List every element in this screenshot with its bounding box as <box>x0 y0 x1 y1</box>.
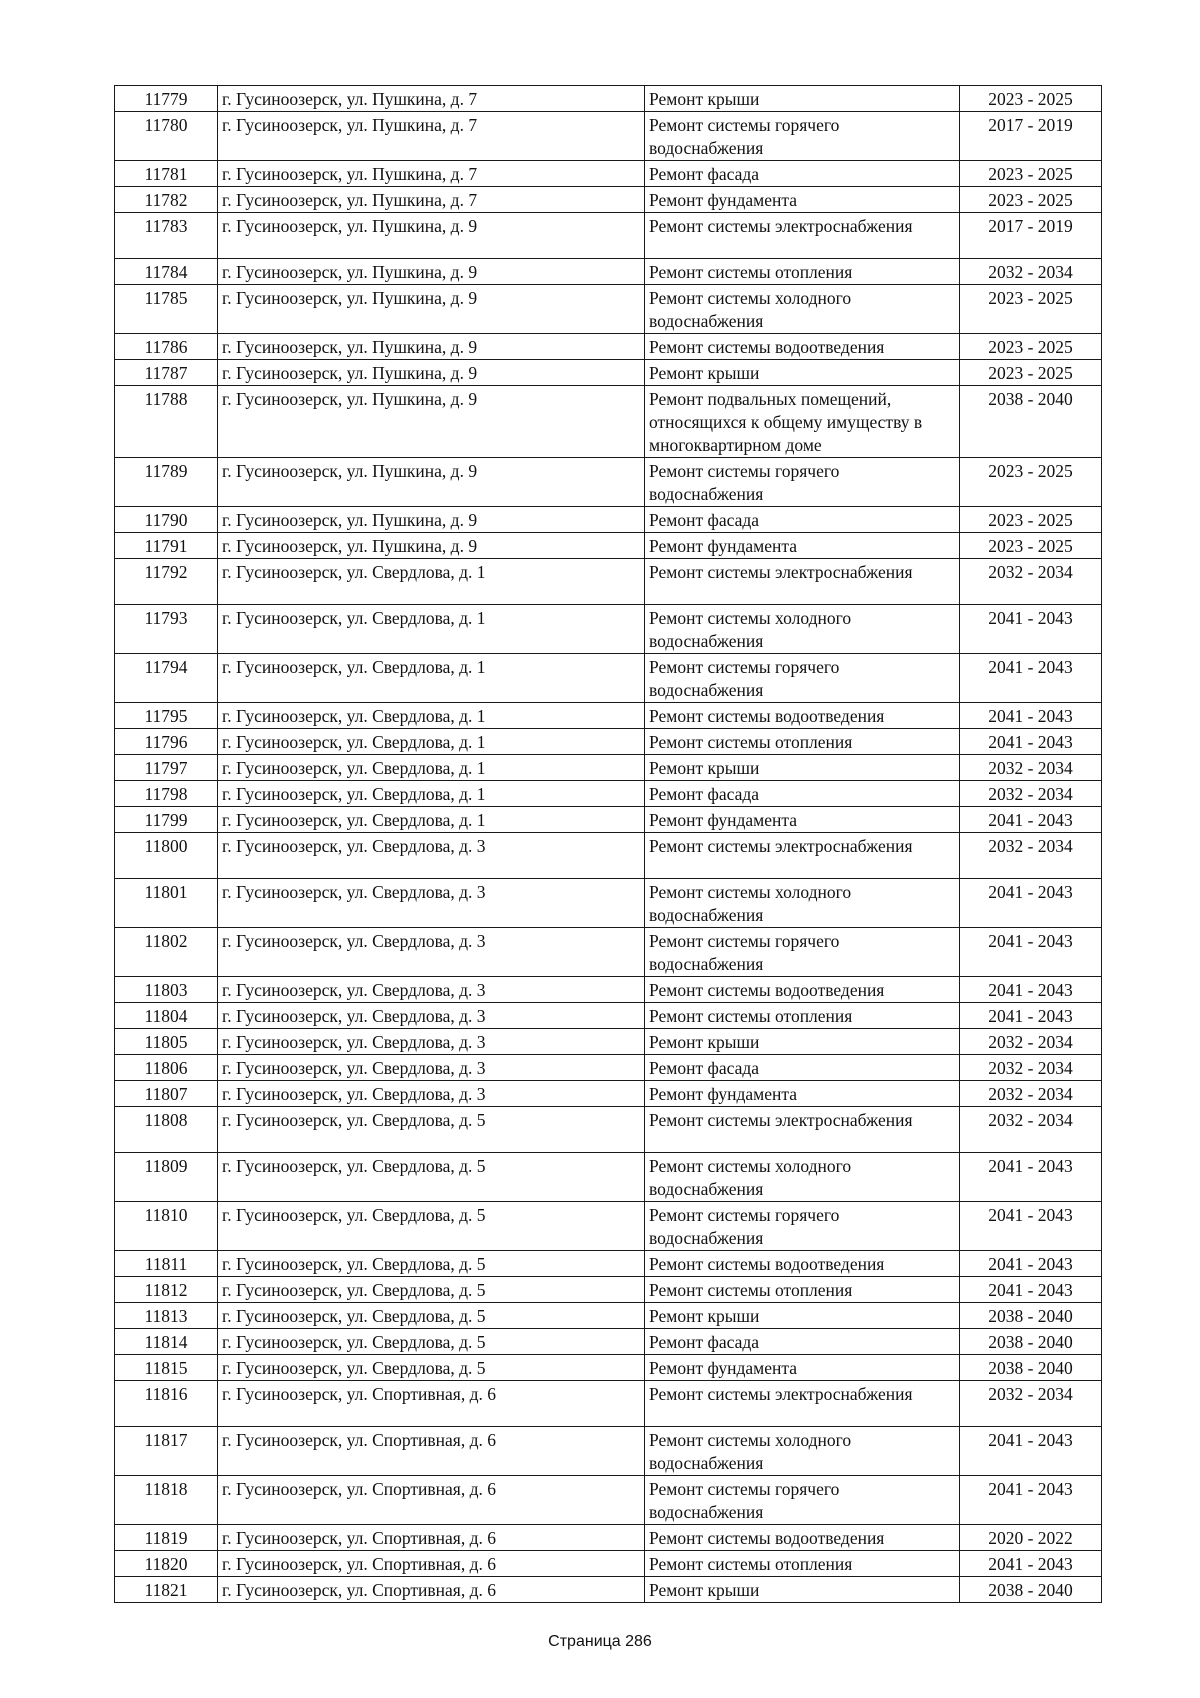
address-cell: г. Гусиноозерск, ул. Пушкина, д. 9 <box>218 533 645 559</box>
table-row <box>115 1029 1102 1055</box>
address-cell: г. Гусиноозерск, ул. Пушкина, д. 7 <box>218 112 645 161</box>
address-cell: г. Гусиноозерск, ул. Свердлова, д. 5 <box>218 1251 645 1277</box>
address-cell: г. Гусиноозерск, ул. Пушкина, д. 9 <box>218 458 645 507</box>
work-type-cell: Ремонт системы отопления <box>645 259 960 285</box>
table-row <box>115 187 1102 213</box>
period-cell: 2020 - 2022 <box>960 1525 1102 1551</box>
address-cell: г. Гусиноозерск, ул. Свердлова, д. 5 <box>218 1355 645 1381</box>
work-type-cell: Ремонт системы отопления <box>645 1277 960 1303</box>
period-cell: 2041 - 2043 <box>960 1277 1102 1303</box>
period-cell: 2032 - 2034 <box>960 755 1102 781</box>
row-number-cell: 11782 <box>115 187 218 213</box>
row-number-cell: 11792 <box>115 559 218 605</box>
period-cell: 2041 - 2043 <box>960 879 1102 928</box>
row-number-cell: 11814 <box>115 1329 218 1355</box>
period-cell: 2023 - 2025 <box>960 187 1102 213</box>
period-cell: 2032 - 2034 <box>960 259 1102 285</box>
address-cell: г. Гусиноозерск, ул. Свердлова, д. 1 <box>218 755 645 781</box>
period-cell: 2032 - 2034 <box>960 833 1102 879</box>
period-cell: 2032 - 2034 <box>960 1381 1102 1427</box>
row-number-cell: 11817 <box>115 1427 218 1476</box>
work-type-cell: Ремонт системы электроснабжения <box>645 1107 960 1153</box>
row-number-cell: 11815 <box>115 1355 218 1381</box>
row-number-cell: 11787 <box>115 360 218 386</box>
table-row <box>115 879 1102 928</box>
work-type-cell: Ремонт фасада <box>645 1055 960 1081</box>
address-cell: г. Гусиноозерск, ул. Свердлова, д. 1 <box>218 654 645 703</box>
row-number-cell: 11795 <box>115 703 218 729</box>
address-cell: г. Гусиноозерск, ул. Свердлова, д. 1 <box>218 605 645 654</box>
table-row <box>115 1551 1102 1577</box>
work-type-cell: Ремонт фасада <box>645 781 960 807</box>
address-cell: г. Гусиноозерск, ул. Пушкина, д. 9 <box>218 259 645 285</box>
row-number-cell: 11801 <box>115 879 218 928</box>
table-row <box>115 928 1102 977</box>
work-type-cell: Ремонт системы холодного водоснабжения <box>645 879 960 928</box>
table-row <box>115 1055 1102 1081</box>
row-number-cell: 11820 <box>115 1551 218 1577</box>
period-cell: 2038 - 2040 <box>960 1303 1102 1329</box>
work-type-cell: Ремонт фасада <box>645 507 960 533</box>
row-number-cell: 11799 <box>115 807 218 833</box>
page-number: Страница 286 <box>548 1633 652 1650</box>
row-number-cell: 11779 <box>115 86 218 112</box>
table-row <box>115 86 1102 112</box>
period-cell: 2041 - 2043 <box>960 1003 1102 1029</box>
work-type-cell: Ремонт системы электроснабжения <box>645 559 960 605</box>
period-cell: 2017 - 2019 <box>960 213 1102 259</box>
work-type-cell: Ремонт системы отопления <box>645 1003 960 1029</box>
period-cell: 2032 - 2034 <box>960 1055 1102 1081</box>
address-cell: г. Гусиноозерск, ул. Свердлова, д. 1 <box>218 703 645 729</box>
row-number-cell: 11803 <box>115 977 218 1003</box>
row-number-cell: 11802 <box>115 928 218 977</box>
table-row <box>115 1381 1102 1427</box>
table-row <box>115 605 1102 654</box>
row-number-cell: 11811 <box>115 1251 218 1277</box>
address-cell: г. Гусиноозерск, ул. Спортивная, д. 6 <box>218 1381 645 1427</box>
work-type-cell: Ремонт крыши <box>645 1577 960 1603</box>
table-row <box>115 161 1102 187</box>
period-cell: 2041 - 2043 <box>960 928 1102 977</box>
work-type-cell: Ремонт системы электроснабжения <box>645 1381 960 1427</box>
row-number-cell: 11794 <box>115 654 218 703</box>
period-cell: 2038 - 2040 <box>960 1577 1102 1603</box>
table-row <box>115 285 1102 334</box>
row-number-cell: 11818 <box>115 1476 218 1525</box>
period-cell: 2032 - 2034 <box>960 1029 1102 1055</box>
table-row <box>115 833 1102 879</box>
address-cell: г. Гусиноозерск, ул. Спортивная, д. 6 <box>218 1476 645 1525</box>
address-cell: г. Гусиноозерск, ул. Свердлова, д. 1 <box>218 807 645 833</box>
work-type-cell: Ремонт системы электроснабжения <box>645 213 960 259</box>
row-number-cell: 11788 <box>115 386 218 458</box>
period-cell: 2041 - 2043 <box>960 1153 1102 1202</box>
table-row <box>115 334 1102 360</box>
work-type-cell: Ремонт системы водоотведения <box>645 334 960 360</box>
period-cell: 2017 - 2019 <box>960 112 1102 161</box>
work-type-cell: Ремонт системы горячего водоснабжения <box>645 1202 960 1251</box>
table-row <box>115 386 1102 458</box>
period-cell: 2023 - 2025 <box>960 533 1102 559</box>
address-cell: г. Гусиноозерск, ул. Пушкина, д. 9 <box>218 213 645 259</box>
work-type-cell: Ремонт крыши <box>645 360 960 386</box>
work-type-cell: Ремонт системы водоотведения <box>645 1525 960 1551</box>
work-type-cell: Ремонт системы отопления <box>645 729 960 755</box>
table-row <box>115 1303 1102 1329</box>
address-cell: г. Гусиноозерск, ул. Свердлова, д. 3 <box>218 928 645 977</box>
table-row <box>115 654 1102 703</box>
period-cell: 2041 - 2043 <box>960 977 1102 1003</box>
period-cell: 2032 - 2034 <box>960 559 1102 605</box>
period-cell: 2023 - 2025 <box>960 458 1102 507</box>
table-row <box>115 1003 1102 1029</box>
address-cell: г. Гусиноозерск, ул. Свердлова, д. 5 <box>218 1277 645 1303</box>
table-row <box>115 755 1102 781</box>
table-row <box>115 1202 1102 1251</box>
row-number-cell: 11798 <box>115 781 218 807</box>
address-cell: г. Гусиноозерск, ул. Свердлова, д. 3 <box>218 1003 645 1029</box>
table-row <box>115 360 1102 386</box>
table-row <box>115 1525 1102 1551</box>
work-type-cell: Ремонт системы отопления <box>645 1551 960 1577</box>
address-cell: г. Гусиноозерск, ул. Свердлова, д. 3 <box>218 879 645 928</box>
repair-schedule-table <box>114 85 1102 1603</box>
work-type-cell: Ремонт системы горячего водоснабжения <box>645 1476 960 1525</box>
table-row <box>115 1427 1102 1476</box>
address-cell: г. Гусиноозерск, ул. Пушкина, д. 9 <box>218 360 645 386</box>
table-row <box>115 507 1102 533</box>
table-row <box>115 1107 1102 1153</box>
address-cell: г. Гусиноозерск, ул. Свердлова, д. 1 <box>218 781 645 807</box>
period-cell: 2023 - 2025 <box>960 334 1102 360</box>
row-number-cell: 11816 <box>115 1381 218 1427</box>
period-cell: 2041 - 2043 <box>960 729 1102 755</box>
row-number-cell: 11808 <box>115 1107 218 1153</box>
period-cell: 2023 - 2025 <box>960 161 1102 187</box>
work-type-cell: Ремонт крыши <box>645 755 960 781</box>
table-row <box>115 807 1102 833</box>
address-cell: г. Гусиноозерск, ул. Свердлова, д. 5 <box>218 1153 645 1202</box>
address-cell: г. Гусиноозерск, ул. Пушкина, д. 9 <box>218 386 645 458</box>
period-cell: 2041 - 2043 <box>960 654 1102 703</box>
work-type-cell: Ремонт системы холодного водоснабжения <box>645 1153 960 1202</box>
period-cell: 2023 - 2025 <box>960 86 1102 112</box>
period-cell: 2038 - 2040 <box>960 386 1102 458</box>
work-type-cell: Ремонт крыши <box>645 86 960 112</box>
address-cell: г. Гусиноозерск, ул. Спортивная, д. 6 <box>218 1427 645 1476</box>
table-row <box>115 1081 1102 1107</box>
period-cell: 2032 - 2034 <box>960 1107 1102 1153</box>
row-number-cell: 11783 <box>115 213 218 259</box>
row-number-cell: 11791 <box>115 533 218 559</box>
address-cell: г. Гусиноозерск, ул. Свердлова, д. 5 <box>218 1202 645 1251</box>
table-row <box>115 213 1102 259</box>
period-cell: 2032 - 2034 <box>960 781 1102 807</box>
row-number-cell: 11804 <box>115 1003 218 1029</box>
row-number-cell: 11797 <box>115 755 218 781</box>
period-cell: 2041 - 2043 <box>960 1202 1102 1251</box>
row-number-cell: 11786 <box>115 334 218 360</box>
table-row <box>115 1476 1102 1525</box>
work-type-cell: Ремонт крыши <box>645 1303 960 1329</box>
row-number-cell: 11809 <box>115 1153 218 1202</box>
period-cell: 2041 - 2043 <box>960 1476 1102 1525</box>
work-type-cell: Ремонт фундамента <box>645 807 960 833</box>
period-cell: 2041 - 2043 <box>960 807 1102 833</box>
period-cell: 2041 - 2043 <box>960 1427 1102 1476</box>
row-number-cell: 11806 <box>115 1055 218 1081</box>
row-number-cell: 11793 <box>115 605 218 654</box>
period-cell: 2038 - 2040 <box>960 1355 1102 1381</box>
address-cell: г. Гусиноозерск, ул. Свердлова, д. 3 <box>218 1081 645 1107</box>
table-row <box>115 533 1102 559</box>
work-type-cell: Ремонт фундамента <box>645 533 960 559</box>
row-number-cell: 11796 <box>115 729 218 755</box>
address-cell: г. Гусиноозерск, ул. Свердлова, д. 3 <box>218 1055 645 1081</box>
table-row <box>115 1277 1102 1303</box>
work-type-cell: Ремонт системы холодного водоснабжения <box>645 605 960 654</box>
row-number-cell: 11789 <box>115 458 218 507</box>
table-row <box>115 729 1102 755</box>
table-row <box>115 1577 1102 1603</box>
work-type-cell: Ремонт системы водоотведения <box>645 977 960 1003</box>
address-cell: г. Гусиноозерск, ул. Свердлова, д. 1 <box>218 729 645 755</box>
row-number-cell: 11780 <box>115 112 218 161</box>
row-number-cell: 11800 <box>115 833 218 879</box>
table-row <box>115 259 1102 285</box>
row-number-cell: 11821 <box>115 1577 218 1603</box>
period-cell: 2023 - 2025 <box>960 507 1102 533</box>
work-type-cell: Ремонт фундамента <box>645 1081 960 1107</box>
row-number-cell: 11785 <box>115 285 218 334</box>
table-row <box>115 977 1102 1003</box>
work-type-cell: Ремонт подвальных помещений, относящихся к общему имуществу в многоквартирном доме <box>645 386 960 458</box>
address-cell: г. Гусиноозерск, ул. Пушкина, д. 7 <box>218 161 645 187</box>
period-cell: 2023 - 2025 <box>960 360 1102 386</box>
table-row <box>115 703 1102 729</box>
period-cell: 2041 - 2043 <box>960 1251 1102 1277</box>
table-row <box>115 1153 1102 1202</box>
address-cell: г. Гусиноозерск, ул. Пушкина, д. 7 <box>218 86 645 112</box>
row-number-cell: 11784 <box>115 259 218 285</box>
work-type-cell: Ремонт фундамента <box>645 1355 960 1381</box>
period-cell: 2023 - 2025 <box>960 285 1102 334</box>
work-type-cell: Ремонт системы горячего водоснабжения <box>645 654 960 703</box>
table-body <box>115 86 1102 1603</box>
work-type-cell: Ремонт системы холодного водоснабжения <box>645 285 960 334</box>
address-cell: г. Гусиноозерск, ул. Свердлова, д. 5 <box>218 1303 645 1329</box>
work-type-cell: Ремонт системы горячего водоснабжения <box>645 928 960 977</box>
work-type-cell: Ремонт системы водоотведения <box>645 703 960 729</box>
address-cell: г. Гусиноозерск, ул. Пушкина, д. 9 <box>218 507 645 533</box>
table-row <box>115 112 1102 161</box>
address-cell: г. Гусиноозерск, ул. Свердлова, д. 5 <box>218 1329 645 1355</box>
table-row <box>115 458 1102 507</box>
table-row <box>115 1329 1102 1355</box>
period-cell: 2041 - 2043 <box>960 703 1102 729</box>
address-cell: г. Гусиноозерск, ул. Спортивная, д. 6 <box>218 1577 645 1603</box>
work-type-cell: Ремонт системы горячего водоснабжения <box>645 112 960 161</box>
address-cell: г. Гусиноозерск, ул. Пушкина, д. 7 <box>218 187 645 213</box>
work-type-cell: Ремонт системы холодного водоснабжения <box>645 1427 960 1476</box>
table-row <box>115 1355 1102 1381</box>
period-cell: 2038 - 2040 <box>960 1329 1102 1355</box>
row-number-cell: 11810 <box>115 1202 218 1251</box>
row-number-cell: 11807 <box>115 1081 218 1107</box>
row-number-cell: 11781 <box>115 161 218 187</box>
work-type-cell: Ремонт системы электроснабжения <box>645 833 960 879</box>
row-number-cell: 11813 <box>115 1303 218 1329</box>
address-cell: г. Гусиноозерск, ул. Пушкина, д. 9 <box>218 334 645 360</box>
work-type-cell: Ремонт фасада <box>645 161 960 187</box>
address-cell: г. Гусиноозерск, ул. Свердлова, д. 1 <box>218 559 645 605</box>
table-row <box>115 559 1102 605</box>
address-cell: г. Гусиноозерск, ул. Спортивная, д. 6 <box>218 1551 645 1577</box>
row-number-cell: 11819 <box>115 1525 218 1551</box>
period-cell: 2041 - 2043 <box>960 1551 1102 1577</box>
work-type-cell: Ремонт системы водоотведения <box>645 1251 960 1277</box>
address-cell: г. Гусиноозерск, ул. Свердлова, д. 3 <box>218 977 645 1003</box>
row-number-cell: 11790 <box>115 507 218 533</box>
table-row <box>115 781 1102 807</box>
work-type-cell: Ремонт фундамента <box>645 187 960 213</box>
address-cell: г. Гусиноозерск, ул. Свердлова, д. 3 <box>218 833 645 879</box>
row-number-cell: 11812 <box>115 1277 218 1303</box>
period-cell: 2041 - 2043 <box>960 605 1102 654</box>
row-number-cell: 11805 <box>115 1029 218 1055</box>
period-cell: 2032 - 2034 <box>960 1081 1102 1107</box>
work-type-cell: Ремонт крыши <box>645 1029 960 1055</box>
address-cell: г. Гусиноозерск, ул. Свердлова, д. 3 <box>218 1029 645 1055</box>
work-type-cell: Ремонт системы горячего водоснабжения <box>645 458 960 507</box>
address-cell: г. Гусиноозерск, ул. Пушкина, д. 9 <box>218 285 645 334</box>
table-row <box>115 1251 1102 1277</box>
address-cell: г. Гусиноозерск, ул. Свердлова, д. 5 <box>218 1107 645 1153</box>
address-cell: г. Гусиноозерск, ул. Спортивная, д. 6 <box>218 1525 645 1551</box>
work-type-cell: Ремонт фасада <box>645 1329 960 1355</box>
